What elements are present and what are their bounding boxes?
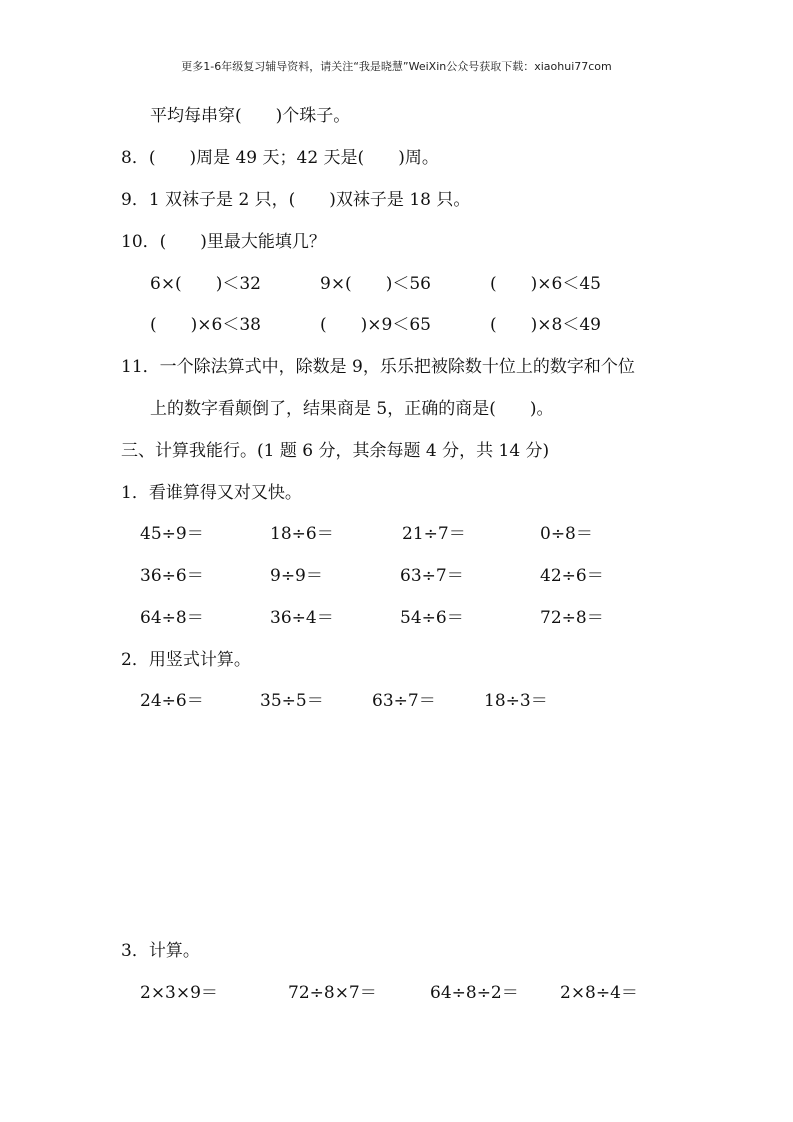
vertical-calc-item: 63÷7＝ xyxy=(372,691,436,711)
question-9: 9．1 双袜子是 2 只，( )双袜子是 18 只。 xyxy=(121,190,471,210)
mixed-calc-item: 64÷8÷2＝ xyxy=(430,983,519,1003)
calc-item: 64÷8＝ xyxy=(140,608,204,628)
subsection-1-title: 1．看谁算得又对又快。 xyxy=(121,483,302,503)
mixed-calc-item: 72÷8×7＝ xyxy=(288,983,377,1003)
calc-item: 54÷6＝ xyxy=(400,608,464,628)
q7-continuation: 平均每串穿( )个珠子。 xyxy=(150,106,351,126)
calc-item: 18÷6＝ xyxy=(270,524,334,544)
mixed-calc-item: 2×3×9＝ xyxy=(140,983,218,1003)
calc-item: 21÷7＝ xyxy=(402,524,466,544)
q10-item: ( )×6＜45 xyxy=(490,274,601,294)
calc-item: 0÷8＝ xyxy=(540,524,593,544)
page-header: 更多1-6年级复习辅导资料，请关注“我是晓慧”WeiXin公众号获取下载：xiaohui77com xyxy=(181,60,612,73)
subsection-2-title: 2．用竖式计算。 xyxy=(121,650,251,670)
q10-item: 9×( )＜56 xyxy=(320,274,431,294)
subsection-3-title: 3．计算。 xyxy=(121,941,200,961)
calc-item: 36÷4＝ xyxy=(270,608,334,628)
vertical-calc-item: 35÷5＝ xyxy=(260,691,324,711)
question-8: 8．( )周是 49 天；42 天是( )周。 xyxy=(121,148,439,168)
vertical-calc-item: 18÷3＝ xyxy=(484,691,548,711)
q10-item: ( )×8＜49 xyxy=(490,315,601,335)
calc-item: 72÷8＝ xyxy=(540,608,604,628)
q10-item: ( )×9＜65 xyxy=(320,315,431,335)
question-11-line2: 上的数字看颠倒了，结果商是 5，正确的商是( )。 xyxy=(150,399,554,419)
q10-item: 6×( )＜32 xyxy=(150,274,261,294)
calc-item: 36÷6＝ xyxy=(140,566,204,586)
calc-item: 9÷9＝ xyxy=(270,566,323,586)
q10-item: ( )×6＜38 xyxy=(150,315,261,335)
section-3-title: 三、计算我能行。(1 题 6 分，其余每题 4 分，共 14 分) xyxy=(121,441,550,461)
calc-item: 63÷7＝ xyxy=(400,566,464,586)
question-10: 10．( )里最大能填几？ xyxy=(121,232,326,252)
question-11-line1: 11．一个除法算式中，除数是 9，乐乐把被除数十位上的数字和个位 xyxy=(121,357,635,377)
calc-item: 45÷9＝ xyxy=(140,524,204,544)
vertical-calc-item: 24÷6＝ xyxy=(140,691,204,711)
mixed-calc-item: 2×8÷4＝ xyxy=(560,983,638,1003)
calc-item: 42÷6＝ xyxy=(540,566,604,586)
